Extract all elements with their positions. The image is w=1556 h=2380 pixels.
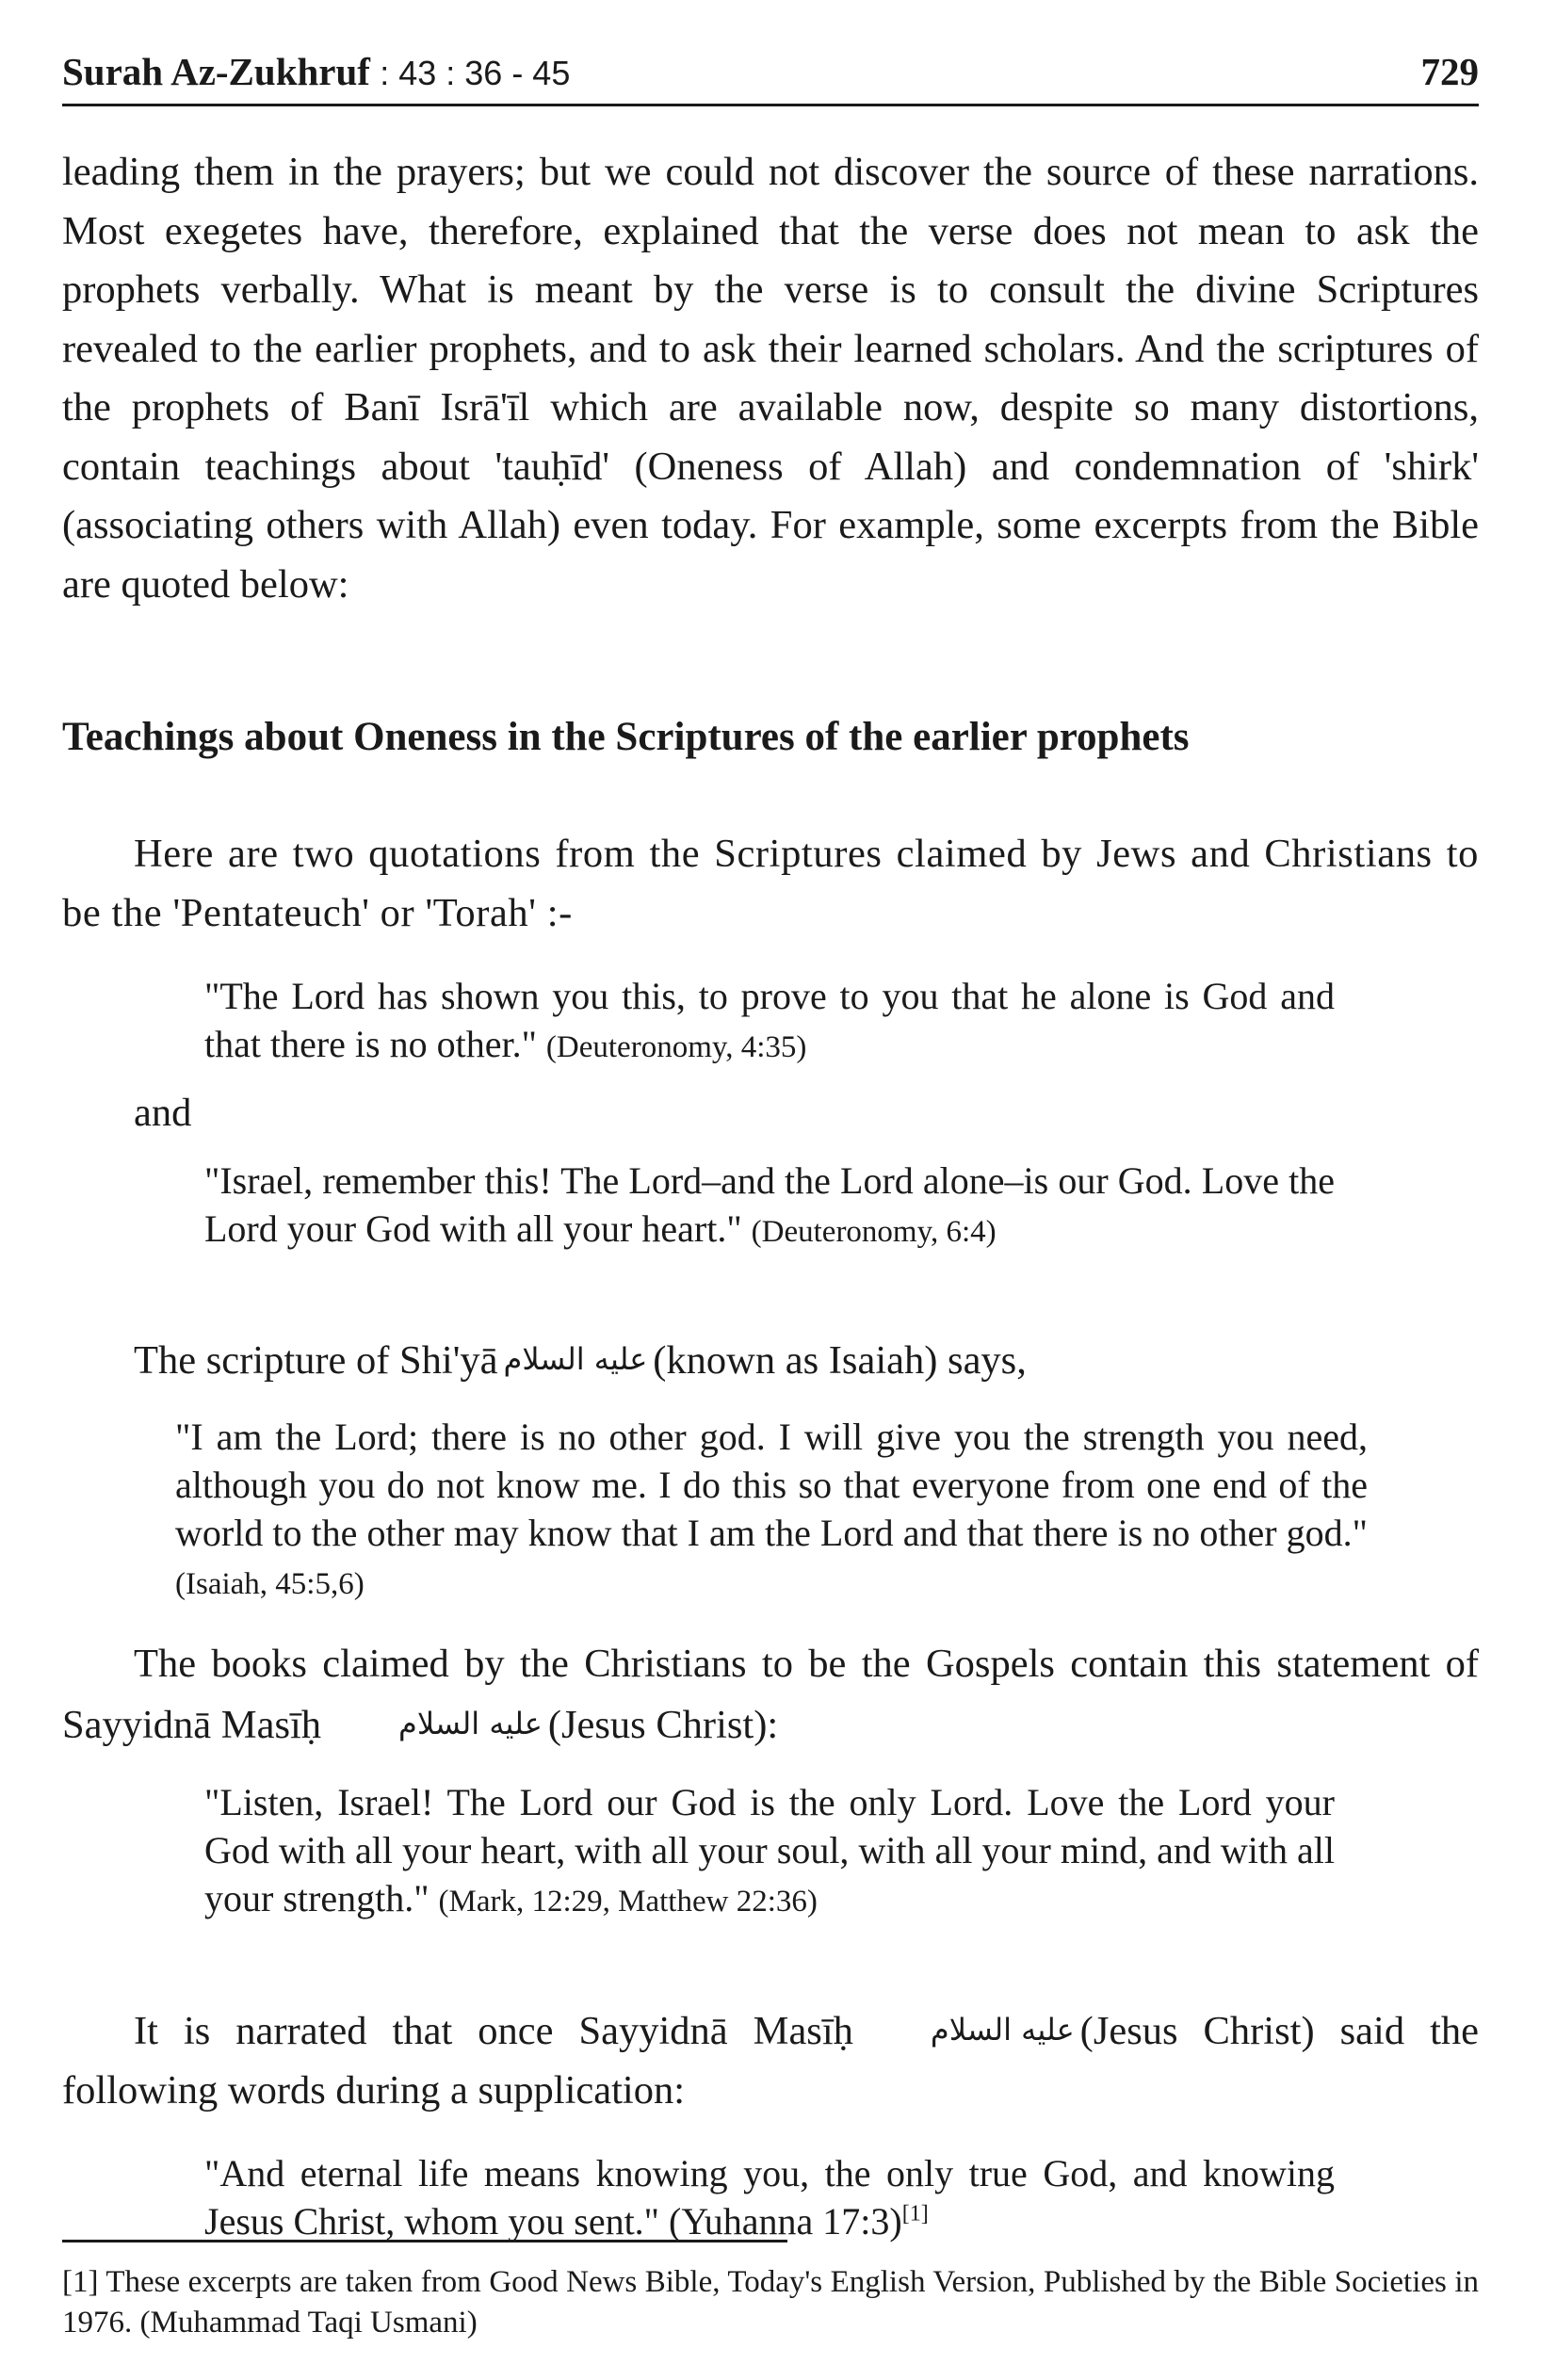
quote-citation: (Deuteronomy, 4:35) bbox=[545, 1030, 807, 1064]
opening-paragraph: leading them in the prayers; but we could not discover the source of these narrations. Most exegetes have, therefore, explained that the verse does not mean to ask the prophets verbally. What is meant by the verse is to consult the divine Scriptures revealed to the earlier prophets, and to ask their learned scholars. And the scriptures of the prophets of Banī Isrā'īl which are available now, despite so many distortions, contain teachings about 'tauḥīd' (Oneness of Allah) and condemnation of 'shirk' (associating others with Allah) even today. For example, some excerpts from the Bible are quoted below: bbox=[62, 150, 1479, 607]
quote-deuteronomy-4-35 bbox=[204, 972, 1335, 1072]
intro-text: The scripture of Shi'yā bbox=[134, 1338, 498, 1383]
section-heading: Teachings about Oneness in the Scriptures of the earlier prophets bbox=[62, 715, 1190, 759]
intro-text-after: (known as Isaiah) says, bbox=[653, 1338, 1027, 1383]
quote-text: "I am the Lord; there is no other god. I will give you the strength you need, although you do not know me. I do this so that everyone from one end of the world to the other may know that I am the Lord and that there is no other god." bbox=[175, 1416, 1368, 1554]
footnote-marker: [1] bbox=[901, 2201, 929, 2226]
quote-yuhanna-17-3 bbox=[204, 2149, 1335, 2245]
running-title bbox=[62, 47, 570, 98]
quote-citation: (Deuteronomy, 6:4) bbox=[751, 1215, 997, 1249]
quote-text: "Listen, Israel! The Lord our God is the only Lord. Love the Lord your God with all your heart, with all your soul, with all your mind, and with all your strength." bbox=[204, 1781, 1335, 1919]
quote-text: "Israel, remember this! The Lord–and the Lord alone–is our God. Love the Lord your God with all your heart." bbox=[204, 1159, 1335, 1250]
intro-paragraph-torah: Here are two quotations from the Scriptures claimed by Jews and Christians to be the 'Pentateuch' or 'Torah' :- bbox=[62, 832, 1479, 935]
verse-range: : 43 : 36 - 45 bbox=[380, 54, 571, 92]
quote-deuteronomy-6-4 bbox=[204, 1157, 1335, 1256]
intro-paragraph-supplication bbox=[62, 2000, 1479, 2120]
intro-line-isaiah bbox=[134, 1330, 1027, 1390]
honorific-calligraphy-icon: عليه السلام bbox=[503, 1341, 648, 1377]
page-number: 729 bbox=[1420, 50, 1479, 93]
conjunction-and: and bbox=[134, 1091, 192, 1135]
intro-text-after: (Jesus Christ) said the following words during a supplication: bbox=[62, 2009, 1480, 2113]
quote-isaiah-45 bbox=[175, 1413, 1368, 1609]
intro-paragraph-gospels bbox=[62, 1635, 1479, 1755]
quote-citation: (Mark, 12:29, Matthew 22:36) bbox=[438, 1885, 818, 1919]
footnote-divider bbox=[62, 2240, 787, 2242]
running-header bbox=[62, 47, 1479, 106]
quote-mark-12-29 bbox=[204, 1778, 1335, 1926]
intro-text: It is narrated that once Sayyidnā Masīḥ bbox=[134, 2009, 853, 2053]
quote-text: "And eternal life means knowing you, the only true God, and knowing Jesus Christ, whom you sent." (Yuhanna 17:3) bbox=[204, 2152, 1335, 2242]
footnote-text: [1] These excerpts are taken from Good News Bible, Today's English Version, Published by the Bible Societies in 1976. (Muhammad Taqi Usmani) bbox=[62, 2265, 1479, 2340]
intro-text-after: (Jesus Christ): bbox=[547, 1702, 779, 1747]
quote-citation: (Isaiah, 45:5,6) bbox=[175, 1567, 365, 1601]
surah-name: Surah Az-Zukhruf bbox=[62, 50, 370, 93]
honorific-calligraphy-icon: عليه السلام bbox=[930, 2012, 1075, 2048]
quote-text: "The Lord has shown you this, to prove to you that he alone is God and that there is no other." bbox=[204, 975, 1335, 1065]
intro-text: The books claimed by the Christians to be the Gospels contain this statement of Sayyidnā Masīḥ bbox=[62, 1642, 1479, 1747]
honorific-calligraphy-icon: عليه السلام bbox=[398, 1705, 543, 1741]
